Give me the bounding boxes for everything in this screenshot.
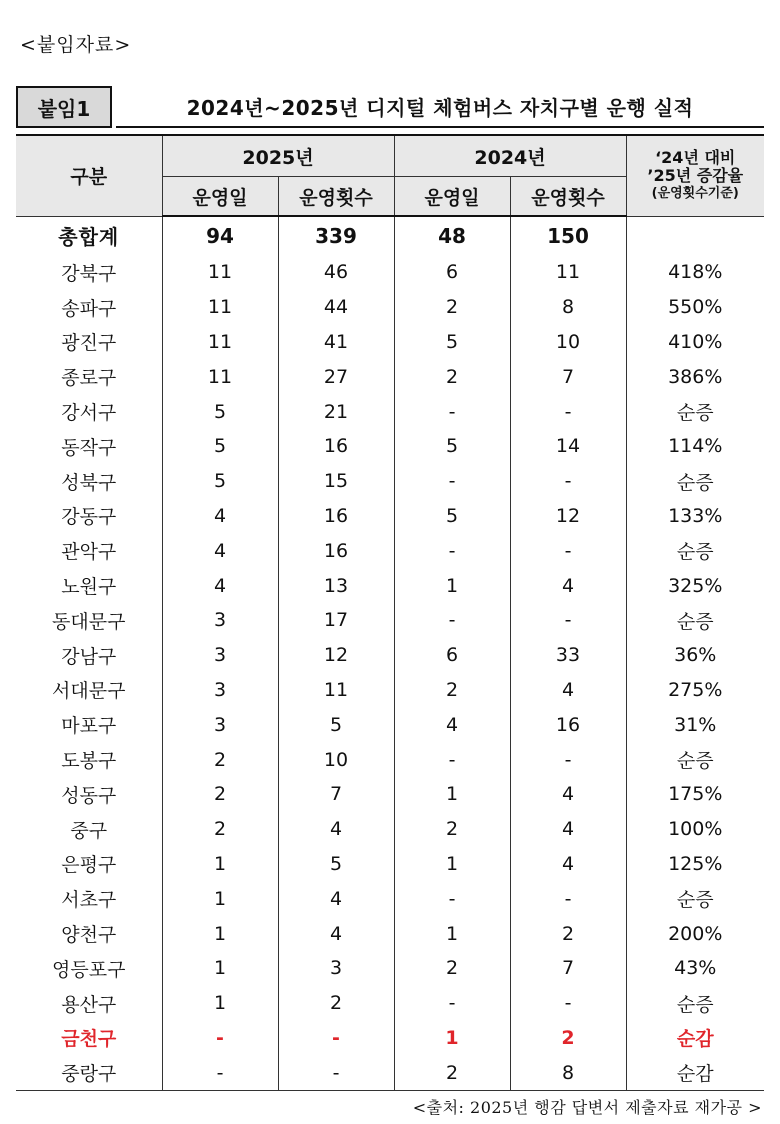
count-2024: - (510, 464, 626, 499)
col-header-2025-count: 운영횟수 (278, 177, 394, 217)
table-row (16, 255, 764, 290)
col-header-2024-count: 운영횟수 (510, 177, 626, 217)
district-name: 금천구 (16, 1021, 162, 1056)
district-name: 강북구 (16, 255, 162, 290)
days-2024: 2 (394, 673, 510, 708)
days-2024: - (394, 533, 510, 568)
count-2024: 2 (510, 1021, 626, 1056)
rate-header-line2: ’25년 증감율 (647, 165, 744, 185)
total-2024-count: 150 (510, 216, 626, 255)
rate-header-line1: ‘24년 대비 (655, 147, 736, 167)
table-row (16, 1055, 764, 1090)
count-2025: 2 (278, 986, 394, 1021)
change-rate: 순감 (626, 1021, 764, 1056)
count-2025: 10 (278, 742, 394, 777)
count-2025: 27 (278, 359, 394, 394)
count-2025: 11 (278, 673, 394, 708)
days-2025: 1 (162, 881, 278, 916)
change-rate: 275% (626, 673, 764, 708)
count-2025: 13 (278, 568, 394, 603)
count-2025: 44 (278, 290, 394, 325)
days-2024: - (394, 394, 510, 429)
district-name: 동작구 (16, 429, 162, 464)
count-2024: 16 (510, 707, 626, 742)
days-2024: 5 (394, 499, 510, 534)
change-rate: 순증 (626, 603, 764, 638)
operation-stats-table (16, 134, 764, 1091)
district-name: 강동구 (16, 499, 162, 534)
district-name: 은평구 (16, 847, 162, 882)
table-row (16, 499, 764, 534)
col-header-2024-days: 운영일 (394, 177, 510, 217)
days-2024: 1 (394, 916, 510, 951)
count-2024: - (510, 742, 626, 777)
table-row (16, 777, 764, 812)
count-2024: - (510, 881, 626, 916)
days-2024: 5 (394, 325, 510, 360)
days-2024: - (394, 881, 510, 916)
days-2024: 6 (394, 255, 510, 290)
district-name: 영등포구 (16, 951, 162, 986)
table-row (16, 951, 764, 986)
table-row (16, 533, 764, 568)
change-rate: 순감 (626, 1055, 764, 1090)
change-rate: 133% (626, 499, 764, 534)
change-rate: 114% (626, 429, 764, 464)
table-row (16, 707, 764, 742)
count-2024: 14 (510, 429, 626, 464)
district-name: 강서구 (16, 394, 162, 429)
days-2025: 3 (162, 638, 278, 673)
table-row (16, 359, 764, 394)
district-name: 도봉구 (16, 742, 162, 777)
total-row (16, 216, 764, 255)
days-2025: 11 (162, 255, 278, 290)
col-header-rate (626, 135, 764, 216)
change-rate: 410% (626, 325, 764, 360)
count-2025: 41 (278, 325, 394, 360)
table-row (16, 881, 764, 916)
days-2025: 1 (162, 916, 278, 951)
count-2024: 4 (510, 777, 626, 812)
district-name: 강남구 (16, 638, 162, 673)
total-2025-days: 94 (162, 216, 278, 255)
count-2025: 12 (278, 638, 394, 673)
count-2025: 5 (278, 847, 394, 882)
count-2024: 10 (510, 325, 626, 360)
count-2025: 4 (278, 881, 394, 916)
count-2025: 4 (278, 812, 394, 847)
count-2024: 12 (510, 499, 626, 534)
days-2025: 5 (162, 429, 278, 464)
table-row (16, 638, 764, 673)
days-2025: 11 (162, 325, 278, 360)
change-rate: 순증 (626, 986, 764, 1021)
table-row (16, 986, 764, 1021)
page-title: 2024년~2025년 디지털 체험버스 자치구별 운행 실적 (116, 86, 764, 128)
col-header-2025: 2025년 (162, 135, 394, 177)
days-2025: - (162, 1055, 278, 1090)
days-2025: 4 (162, 533, 278, 568)
change-rate: 43% (626, 951, 764, 986)
table-row (16, 464, 764, 499)
table-row (16, 812, 764, 847)
table-row (16, 394, 764, 429)
count-2024: - (510, 394, 626, 429)
days-2025: 2 (162, 812, 278, 847)
district-name: 용산구 (16, 986, 162, 1021)
count-2024: 7 (510, 951, 626, 986)
days-2025: 1 (162, 986, 278, 1021)
days-2024: 2 (394, 290, 510, 325)
total-2024-days: 48 (394, 216, 510, 255)
district-name: 중구 (16, 812, 162, 847)
source-note: <출처: 2025년 행감 답변서 제출자료 재가공 > (412, 1098, 762, 1117)
table-row (16, 847, 764, 882)
days-2025: 2 (162, 742, 278, 777)
count-2024: - (510, 603, 626, 638)
days-2024: 6 (394, 638, 510, 673)
table-row (16, 1021, 764, 1056)
days-2025: 4 (162, 568, 278, 603)
change-rate: 386% (626, 359, 764, 394)
days-2025: 5 (162, 394, 278, 429)
count-2025: - (278, 1021, 394, 1056)
days-2025: 3 (162, 707, 278, 742)
change-rate: 순증 (626, 464, 764, 499)
days-2024: 5 (394, 429, 510, 464)
count-2024: 2 (510, 916, 626, 951)
days-2025: 2 (162, 777, 278, 812)
table-header-bar (16, 86, 764, 128)
table-row (16, 603, 764, 638)
days-2024: 1 (394, 1021, 510, 1056)
district-name: 성북구 (16, 464, 162, 499)
count-2025: 3 (278, 951, 394, 986)
days-2025: 5 (162, 464, 278, 499)
col-header-2025-days: 운영일 (162, 177, 278, 217)
change-rate: 100% (626, 812, 764, 847)
count-2025: 4 (278, 916, 394, 951)
table-row (16, 325, 764, 360)
change-rate: 순증 (626, 742, 764, 777)
count-2025: 21 (278, 394, 394, 429)
days-2024: 1 (394, 847, 510, 882)
days-2024: 1 (394, 568, 510, 603)
change-rate: 순증 (626, 394, 764, 429)
table-row (16, 916, 764, 951)
table-row (16, 673, 764, 708)
attachment-badge: 붙임1 (16, 86, 112, 128)
days-2024: 2 (394, 359, 510, 394)
count-2024: 4 (510, 847, 626, 882)
count-2024: 4 (510, 673, 626, 708)
change-rate: 순증 (626, 881, 764, 916)
days-2024: - (394, 464, 510, 499)
count-2025: 7 (278, 777, 394, 812)
district-name: 송파구 (16, 290, 162, 325)
district-name: 양천구 (16, 916, 162, 951)
total-label: 총합계 (16, 216, 162, 255)
total-2025-count: 339 (278, 216, 394, 255)
count-2024: 8 (510, 290, 626, 325)
days-2024: - (394, 986, 510, 1021)
days-2025: 3 (162, 603, 278, 638)
days-2024: 1 (394, 777, 510, 812)
district-name: 중랑구 (16, 1055, 162, 1090)
attachment-label: <붙임자료> (20, 34, 132, 56)
change-rate: 325% (626, 568, 764, 603)
count-2024: 8 (510, 1055, 626, 1090)
days-2024: - (394, 603, 510, 638)
count-2025: 46 (278, 255, 394, 290)
total-rate (626, 216, 764, 255)
change-rate: 200% (626, 916, 764, 951)
district-name: 노원구 (16, 568, 162, 603)
days-2024: 4 (394, 707, 510, 742)
days-2025: 4 (162, 499, 278, 534)
count-2024: 11 (510, 255, 626, 290)
header-row-1 (16, 135, 764, 177)
district-name: 광진구 (16, 325, 162, 360)
change-rate: 125% (626, 847, 764, 882)
count-2024: 4 (510, 568, 626, 603)
count-2024: - (510, 533, 626, 568)
district-name: 서대문구 (16, 673, 162, 708)
days-2025: 3 (162, 673, 278, 708)
change-rate: 418% (626, 255, 764, 290)
days-2025: 1 (162, 951, 278, 986)
count-2025: 16 (278, 429, 394, 464)
days-2024: 2 (394, 1055, 510, 1090)
count-2025: 15 (278, 464, 394, 499)
count-2025: 5 (278, 707, 394, 742)
change-rate: 36% (626, 638, 764, 673)
table-row (16, 290, 764, 325)
days-2024: 2 (394, 951, 510, 986)
count-2024: - (510, 986, 626, 1021)
change-rate: 31% (626, 707, 764, 742)
district-name: 성동구 (16, 777, 162, 812)
count-2024: 33 (510, 638, 626, 673)
count-2025: 16 (278, 499, 394, 534)
table-row (16, 568, 764, 603)
days-2025: 1 (162, 847, 278, 882)
table-row (16, 742, 764, 777)
count-2025: - (278, 1055, 394, 1090)
col-header-2024: 2024년 (394, 135, 626, 177)
district-name: 종로구 (16, 359, 162, 394)
change-rate: 175% (626, 777, 764, 812)
rate-header-line3: (운영횟수기준) (651, 185, 739, 201)
days-2025: - (162, 1021, 278, 1056)
count-2024: 7 (510, 359, 626, 394)
days-2024: 2 (394, 812, 510, 847)
district-name: 관악구 (16, 533, 162, 568)
table-row (16, 429, 764, 464)
count-2025: 16 (278, 533, 394, 568)
col-header-category: 구분 (16, 135, 162, 216)
district-name: 마포구 (16, 707, 162, 742)
count-2025: 17 (278, 603, 394, 638)
count-2024: 4 (510, 812, 626, 847)
days-2025: 11 (162, 359, 278, 394)
days-2024: - (394, 742, 510, 777)
change-rate: 550% (626, 290, 764, 325)
district-name: 동대문구 (16, 603, 162, 638)
district-name: 서초구 (16, 881, 162, 916)
change-rate: 순증 (626, 533, 764, 568)
days-2025: 11 (162, 290, 278, 325)
